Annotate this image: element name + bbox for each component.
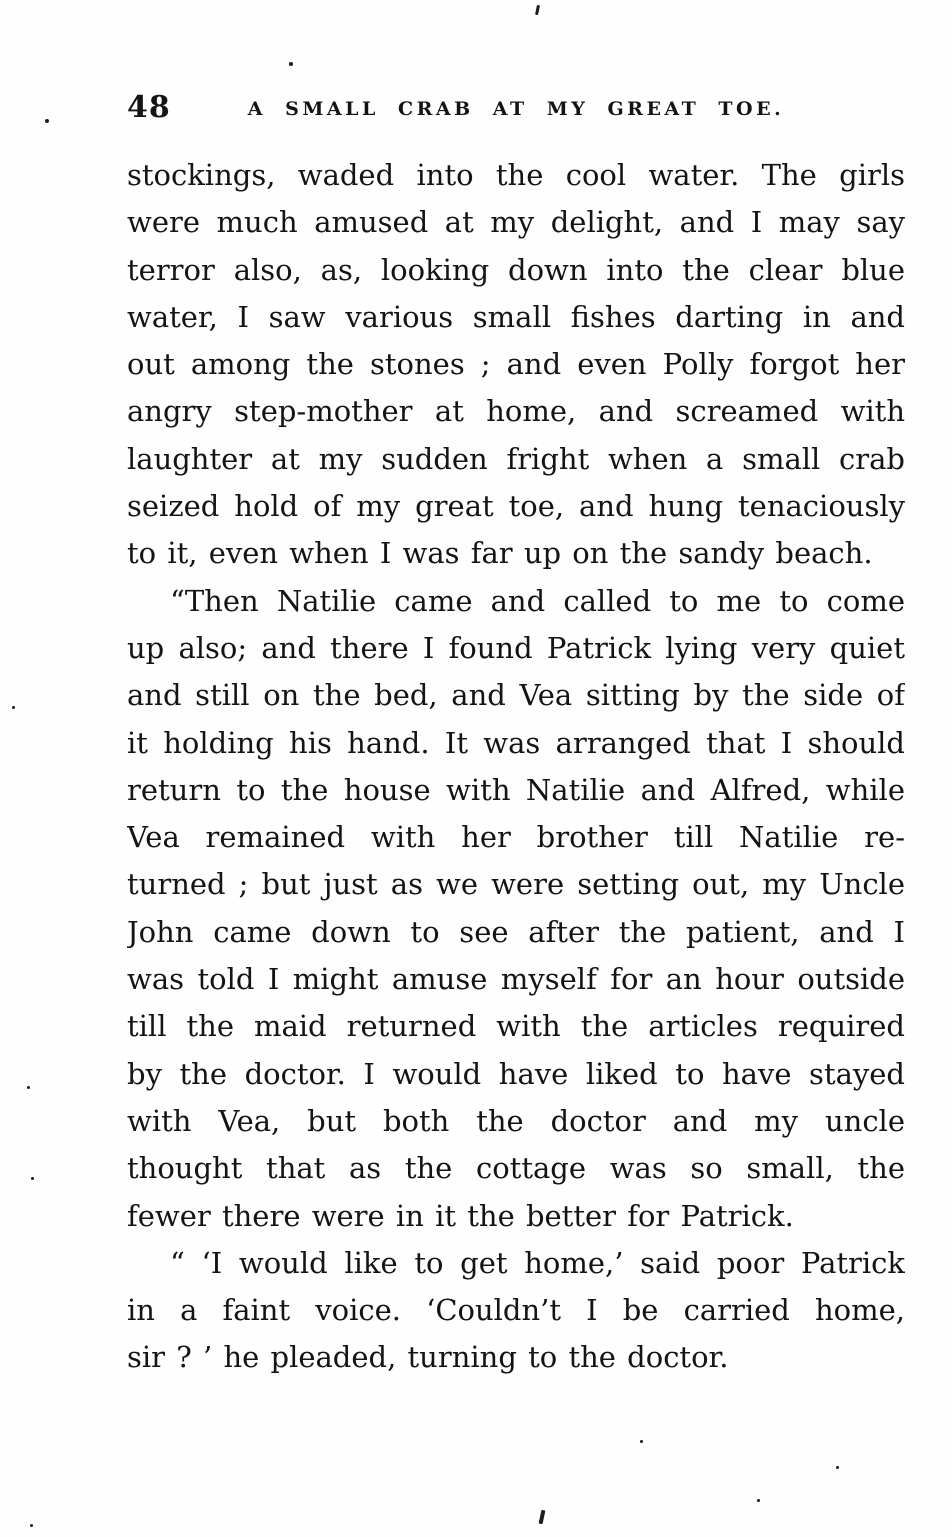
scan-speck (539, 1510, 546, 1525)
scan-speck (12, 706, 15, 709)
text-line: Vea remained with her brother till Natilie re- (127, 820, 905, 855)
text-line: turned ; but just as we were setting out, my Uncle (127, 867, 905, 902)
page-number: 48 (127, 90, 171, 125)
text-line: was told I might amuse myself for an hour outside (127, 962, 905, 997)
text-line: till the maid returned with the articles required (127, 1009, 905, 1044)
page-header (127, 90, 905, 130)
scan-speck (31, 1177, 34, 1180)
scan-speck (757, 1499, 760, 1502)
paragraph (127, 1240, 905, 1382)
paragraph (127, 578, 905, 1240)
text-line: laughter at my sudden fright when a small crab (127, 441, 905, 476)
text-line: out among the stones ; and even Polly forgot her (127, 347, 905, 382)
text-line: sir ? ’ he pleaded, turning to the doctor. (127, 1340, 729, 1375)
text-line: it holding his hand. It was arranged that I should (127, 725, 905, 760)
scan-speck (27, 1086, 30, 1089)
text-line: terror also, as, looking down into the clear blue (127, 252, 905, 287)
text-line: thought that as the cottage was so small, the (127, 1151, 905, 1186)
text-line: angry step-mother at home, and screamed with (127, 394, 905, 429)
text-line: seized hold of my great toe, and hung tenaciously (127, 489, 905, 524)
text-line: and still on the bed, and Vea sitting by the side of (127, 678, 905, 713)
text-line: by the doctor. I would have liked to have stayed (127, 1056, 905, 1091)
text-line: up also; and there I found Patrick lying very quiet (127, 630, 905, 665)
text-block (127, 152, 905, 1382)
text-line: John came down to see after the patient, and I (127, 914, 905, 949)
scan-speck (640, 1440, 643, 1443)
text-line: fewer there were in it the better for Patrick. (127, 1198, 794, 1233)
paragraph (127, 152, 905, 578)
text-line: to it, even when I was far up on the sandy beach. (127, 536, 873, 571)
scan-speck (45, 119, 49, 123)
scan-speck (535, 5, 540, 15)
text-line: in a faint voice. ‘Couldn’t I be carried home, (127, 1293, 905, 1328)
text-line: stockings, waded into the cool water. The girls (127, 158, 905, 192)
text-line: return to the house with Natilie and Alfred, while (127, 772, 905, 807)
text-line: were much amused at my delight, and I may say (127, 205, 905, 240)
text-line: “Then Natilie came and called to me to come (170, 583, 905, 618)
scan-speck (289, 62, 293, 66)
scan-speck (30, 1524, 33, 1527)
scan-speck (836, 1466, 839, 1469)
running-title: A SMALL CRAB AT MY GREAT TOE. (247, 98, 785, 120)
text-line: water, I saw various small fishes darting in and (127, 299, 905, 334)
text-line: “ ‘I would like to get home,’ said poor Patrick (170, 1245, 905, 1280)
text-line: with Vea, but both the doctor and my uncle (127, 1103, 905, 1138)
